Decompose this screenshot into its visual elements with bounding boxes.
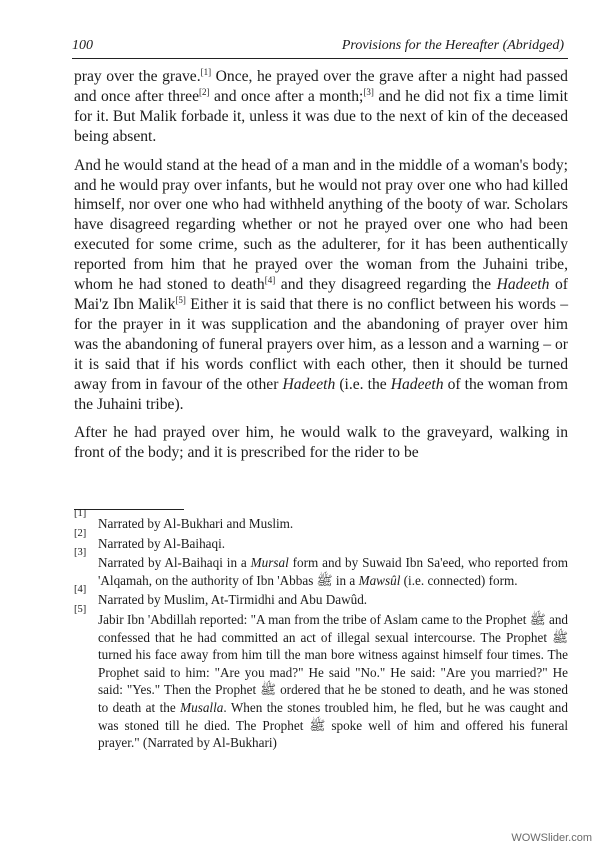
text-run: and he did not fix a time limit for it. But Malik forbade it, unless it was due to the next of kin of the deceased being absent. [74, 87, 568, 145]
text-run: . When the stones troubled him, he fled, but he was caught and was stoned till he died. The Prophet ﷺ spoke well of him and offered his funeral prayer." (Narrated by Al-Bukhari) [98, 699, 568, 751]
footnote-ref-5[interactable]: [5] [175, 294, 186, 305]
italic-term: Mursal [250, 555, 289, 571]
text-run: (i.e. the [335, 375, 391, 393]
main-text [74, 67, 568, 472]
footnote-divider [74, 509, 184, 510]
footnote-ref-4[interactable]: [4] [264, 275, 276, 286]
footnote-3: [3] Narrated by Al-Baihaqi in a Mursal form and by Suwaid Ibn Sa'eed, who reported from 'Alqamah, on the authority of Ibn 'Abbas ﷺ in a Mawsûl (i.e. connected) form. [74, 547, 568, 588]
paragraph-3 [74, 423, 568, 463]
footnote-1: [1] Narrated by Al-Bukhari and Muslim. [74, 508, 294, 531]
footnote-5: [5] Jabir Ibn 'Abdillah reported: "A man from the tribe of Aslam came to the Prophet ﷺ and confessed that he had committed an act of illegal sexual intercourse. The Prophet ﷺ turned his face away from him till the man bore witness against himself four times. The Prophet said to him: "Are you mad?" He said "No." He said: "Are you married?" He said: "Yes." Then the Prophet ﷺ ordered that he be stoned to death, and he was stoned to death at the Musalla. When the stones troubled him, he fled, but he was caught and was stoned till he died. The Prophet ﷺ spoke well of him and offered his funeral prayer." (Narrated by Al-Bukhari) [74, 603, 569, 751]
watermark: WOWSlider.com [511, 832, 592, 844]
paragraph-2 [74, 156, 568, 415]
footnote-ref-1[interactable]: [1] [200, 67, 212, 77]
footnote-text: Narrated by Al-Bukhari and Muslim. [98, 516, 294, 531]
italic-term: Mawsûl [358, 572, 401, 588]
text-run: of the woman from the Juhaini tribe). [74, 375, 568, 413]
text-run: form and by Suwaid Ibn Sa'eed, who reported from 'Alqamah, on the authority of Ibn 'Abbas ﷺ in a [98, 555, 568, 588]
text-run: and they disagreed regarding the [275, 276, 497, 294]
footnote-ref-3[interactable]: [3] [363, 86, 374, 97]
page-header [72, 36, 568, 59]
footnote-ref-2[interactable]: [2] [199, 86, 210, 97]
text-run: After he had prayed over him, he would walk to the graveyard, walking in front of the body; and it is prescribed for the rider to be [74, 424, 568, 462]
text-run: Jabir Ibn 'Abdillah reported: "A man from the tribe of Aslam came to the Prophet ﷺ and confessed that he had committed an act of illegal sexual intercourse. The Prophet ﷺ turned his face away from him till the man bore witness against himself four times. The Prophet said to him: "Are you mad?" He said "No." He said: "Are you married?" He said: "Yes." Then the Prophet ﷺ ordered that he be stoned to death, and he was stoned to death at the [98, 611, 569, 715]
text-run: of Mai'z Ibn Malik [74, 276, 568, 313]
italic-term: Hadeeth [496, 276, 550, 294]
footnote-text: Narrated by Al-Baihaqi. [98, 535, 226, 551]
footnotes [74, 508, 569, 754]
text-run: and once after a month; [209, 87, 364, 105]
text-run: (i.e. connected) form. [400, 572, 518, 588]
text-run: pray over the grave. [74, 68, 201, 85]
footnote-text: Narrated by Muslim, At-Tirmidhi and Abu Dawûd. [98, 592, 368, 608]
footnote-4: [4] Narrated by Muslim, At-Tirmidhi and Abu Dawûd. [74, 584, 368, 608]
footnote-2: [2] Narrated by Al-Baihaqi. [74, 527, 226, 551]
running-title: Provisions for the Hereafter (Abridged) [341, 38, 564, 53]
italic-term: Hadeeth [282, 375, 336, 393]
italic-term: Hadeeth [390, 375, 444, 393]
page-number: 100 [72, 38, 93, 53]
text-run: Narrated by Al-Baihaqi in a [98, 555, 251, 571]
text-run: Either it is said that there is no conflict between his words – for the prayer in it was supplication and the abandoning of prayer over him was the abandoning of funeral prayers over him, as a lesson and a warning – or it is said that if his words conflict with each other, then it should be turned away from in favour of the other [74, 295, 568, 393]
text-run: And he would stand at the head of a man and in the middle of a woman's body; and he would pray over infants, but he would not pray over one who had killed himself, nor over one who had withheld anything of the booty of war. Scholars have disagreed regarding whether or not he prayed over one who had been executed for some crime, such as the adulterer, for it has been authentically reported from him that he prayed over the woman from the Juhaini tribe, whom he had stoned to death [74, 156, 568, 294]
italic-term: Musalla [180, 699, 224, 715]
text-run: Once, he prayed over the grave after a night had passed and once after three [74, 68, 568, 105]
paragraph-1 [74, 67, 568, 147]
